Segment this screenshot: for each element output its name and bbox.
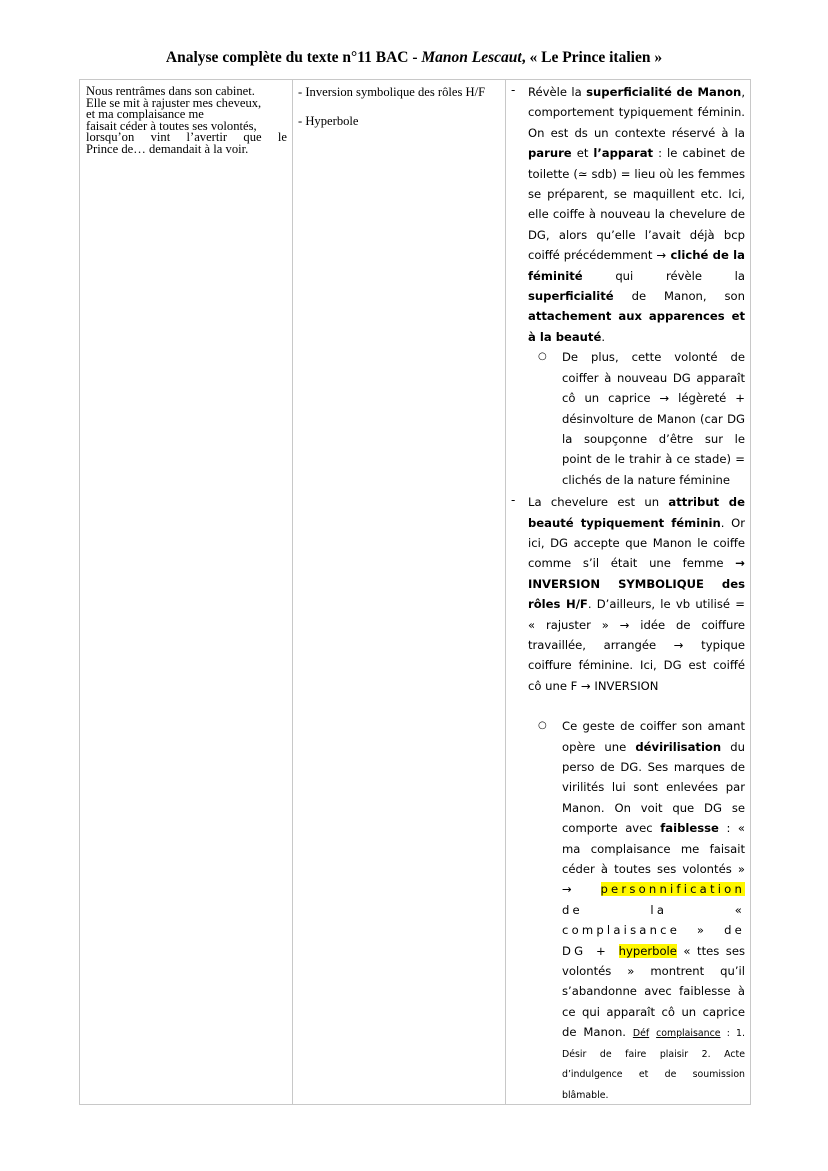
figure-item-hyperbole: - Hyperbole xyxy=(298,114,359,128)
quote-text xyxy=(80,80,292,156)
highlight-personnification: personnification xyxy=(600,882,745,897)
dash-bullet-icon: - xyxy=(511,83,516,97)
arrow-icon: → xyxy=(562,882,572,897)
arrow-icon: → xyxy=(659,391,670,406)
quote-column xyxy=(80,80,293,1105)
analysis-table xyxy=(79,79,751,1105)
definition-label: Déf xyxy=(632,1028,650,1040)
page-title xyxy=(0,49,828,67)
quote-line: faisait céder à toutes ses volontés, xyxy=(86,118,257,133)
analysis-subbullet-devirilisation: ○ Ce geste de coiffer son amant opère une dévirilisation du perso de DG. Ses marques de virilités lui sont enlevées par Manon. On voit que DG se comporte avec faiblesse : « ma complaisance me faisait céder à toutes ses volontés » → personnification de la « complaisance » de DG + hyperbole « ttes ses volontés » montrent qu’il s’abandonne avec faiblesse à ce qui apparaît cô un caprice de Manon. Déf complaisance : 1. Désir de faire plaisir 2. Acte d’indulgence et de soumission blâmable. xyxy=(506,716,750,1104)
quote-line: Elle se mit à rajuster mes cheveux, xyxy=(86,95,262,110)
arrow-icon: → xyxy=(619,617,630,632)
analysis-bullet-chevelure: - La chevelure est un attribut de beauté typiquement féminin. Or ici, DG accepte que Manon le coiffe comme s’il était une femme → INVERSION SYMBOLIQUE des rôles H/F. D’ailleurs, le vb utilisé = « rajuster » → idée de coiffure travaillée, arrangée → typique coiffure féminine. Ici, DG est coiffé cô une F → INVERSION xyxy=(506,490,750,696)
figures-list xyxy=(293,80,505,128)
highlight-hyperbole: hyperbole xyxy=(618,943,677,958)
circle-bullet-icon: ○ xyxy=(538,351,547,363)
quote-line: Nous rentrâmes dans son cabinet. xyxy=(86,84,255,98)
quote-line: et ma complaisance me xyxy=(86,107,204,122)
title-work: Manon Lescaut xyxy=(421,49,522,66)
figures-column xyxy=(293,80,506,1105)
title-suffix: , « Le Prince italien » xyxy=(521,49,663,66)
analysis-subbullet-caprice: ○ De plus, cette volonté de coiffer à nouveau DG apparaît cô un caprice → légèreté + désinvolture de Manon (car DG la soupçonne d’être sur le point de le trahir à ce stade) = clichés de la nature féminine xyxy=(506,347,750,490)
arrow-icon: → xyxy=(673,637,684,652)
arrow-icon: → xyxy=(581,678,591,693)
analysis-column xyxy=(506,80,751,1105)
title-prefix: Analyse complète du texte n°11 BAC - xyxy=(165,49,422,66)
circle-bullet-icon: ○ xyxy=(538,720,547,732)
arrow-icon: → xyxy=(656,248,667,263)
arrow-icon: → xyxy=(735,556,745,571)
quote-line: Prince de… demandait à la voir. xyxy=(86,141,249,156)
analysis-bullet-superficialite: - Révèle la superficialité de Manon, comportement typiquement féminin. On est ds un contexte réservé à la parure et l’apparat : le cabinet de toilette (≃ sdb) = lieu où les femmes se préparent, se maquillent etc. Ici, elle coiffe à nouveau la chevelure de DG, alors qu’elle l’avait déjà bcp coiffé précédemment → cliché de la féminité qui révèle la superficialité de Manon, son attachement aux apparences et à la beauté. xyxy=(506,80,750,347)
dash-bullet-icon: - xyxy=(511,493,516,508)
definition-word: complaisance xyxy=(656,1028,721,1040)
definition-text: : 1. Désir de faire plaisir 2. Acte d’indulgence et de soumission blâmable. xyxy=(562,1028,745,1101)
table-row xyxy=(80,80,751,1105)
quote-line: lorsqu’on vint l’avertir que le xyxy=(86,130,287,145)
figure-item-inversion: - Inversion symbolique des rôles H/F xyxy=(298,85,486,99)
